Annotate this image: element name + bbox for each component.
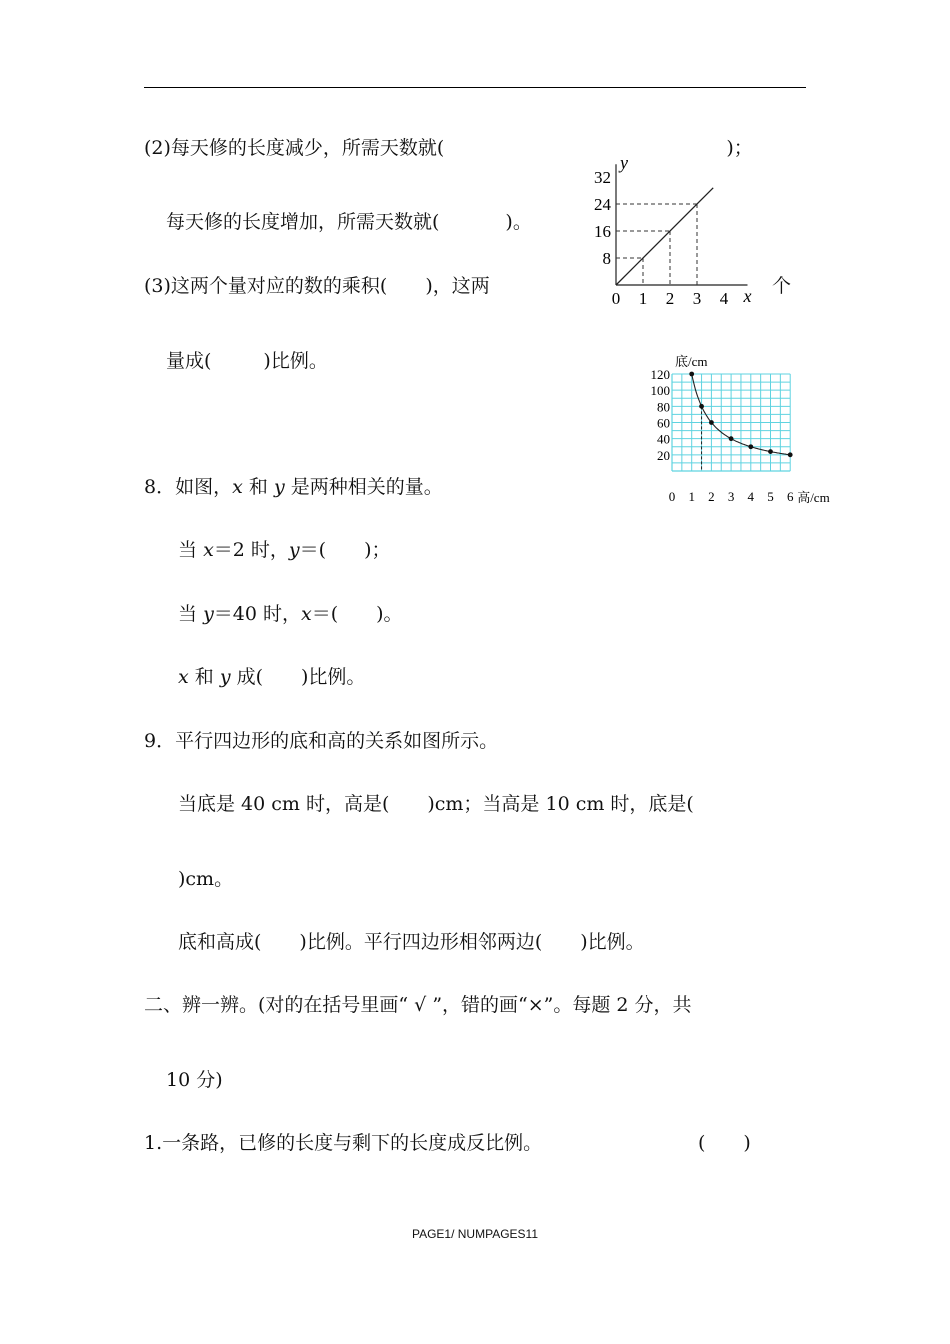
section2-q1: 1.一条路，已修的长度与剩下的长度成反比例。 — [144, 1132, 543, 1154]
section2-q1-answer-paren: ( ) — [698, 1132, 751, 1154]
data-point — [788, 452, 793, 457]
x-tick-label: 3 — [692, 289, 702, 308]
section2-title-cont: 10 分) — [166, 1069, 223, 1091]
data-point — [768, 449, 773, 454]
data-point — [689, 372, 694, 377]
q7-line-3b: 量成( )比例。 — [166, 350, 328, 372]
data-point — [748, 444, 753, 449]
y-tick-label: 20 — [657, 447, 670, 463]
x-tick-label: 2 — [665, 289, 675, 308]
q8-line-2: 当 y＝40 时，x＝( )。 — [178, 603, 403, 625]
q9-line-1: 当底是 40 cm 时，高是( )cm；当高是 10 cm 时，底是( — [178, 793, 694, 815]
page-footer: PAGE1/ NUMPAGES11 — [411, 1227, 539, 1241]
y-tick-label: 120 — [650, 367, 670, 382]
chart-inverse-proportion — [630, 345, 845, 515]
x-tick-label: 1 — [638, 289, 648, 308]
y-tick-label: 24 — [594, 195, 611, 214]
q8-intro: 8．如图，x 和 y 是两种相关的量。 — [144, 476, 443, 498]
x-tick-label: 4 — [747, 489, 755, 504]
data-point — [709, 420, 714, 425]
x-tick-label: 0 — [668, 489, 676, 504]
q9-line-2: )cm。 — [178, 868, 234, 890]
chart-direct-proportion — [580, 140, 780, 320]
q8-line-1: 当 x＝2 时，y＝( )； — [178, 539, 391, 561]
q8-line-3: x 和 y 成( )比例。 — [178, 666, 366, 688]
x-tick-label: 2 — [708, 489, 715, 504]
q7-line-3a-tail: 个 — [772, 275, 792, 297]
y-tick-label: 40 — [657, 431, 670, 447]
y-axis-label: y — [620, 152, 628, 173]
x-tick-label: 0 — [611, 289, 621, 308]
data-point — [699, 404, 704, 409]
section2-title: 二、辨一辨。(对的在括号里画“ √ ”，错的画“×”。每题 2 分，共 — [144, 994, 692, 1016]
x-tick-label: 6 — [786, 489, 794, 504]
x-axis-label: x — [743, 286, 752, 306]
header-rule — [144, 87, 806, 88]
q7-line-3a: (3)这两个量对应的数的乘积( )，这两 — [144, 275, 490, 297]
y-tick-label: 8 — [602, 249, 611, 268]
data-point — [729, 436, 734, 441]
q9-line-3: 底和高成( )比例。平行四边形相邻两边( )比例。 — [178, 931, 645, 953]
x-tick-label: 4 — [719, 289, 729, 308]
y-axis-label: 底/cm — [675, 354, 708, 369]
x-tick-label: 5 — [767, 489, 774, 504]
y-tick-label: 60 — [657, 415, 670, 431]
x-axis-label: 高/cm — [797, 490, 830, 505]
y-tick-label: 80 — [657, 399, 670, 415]
y-tick-label: 16 — [594, 222, 611, 241]
x-tick-label: 1 — [688, 489, 695, 504]
y-tick-label: 32 — [594, 168, 611, 187]
q9-intro: 9．平行四边形的底和高的关系如图所示。 — [144, 730, 499, 752]
x-tick-label: 3 — [727, 489, 735, 504]
q7-line-2b: 每天修的长度增加，所需天数就( )。 — [166, 211, 532, 233]
series-line — [616, 188, 713, 285]
y-tick-label: 100 — [650, 383, 670, 399]
q7-line-2a: (2)每天修的长度减少，所需天数就( )； — [144, 137, 753, 159]
